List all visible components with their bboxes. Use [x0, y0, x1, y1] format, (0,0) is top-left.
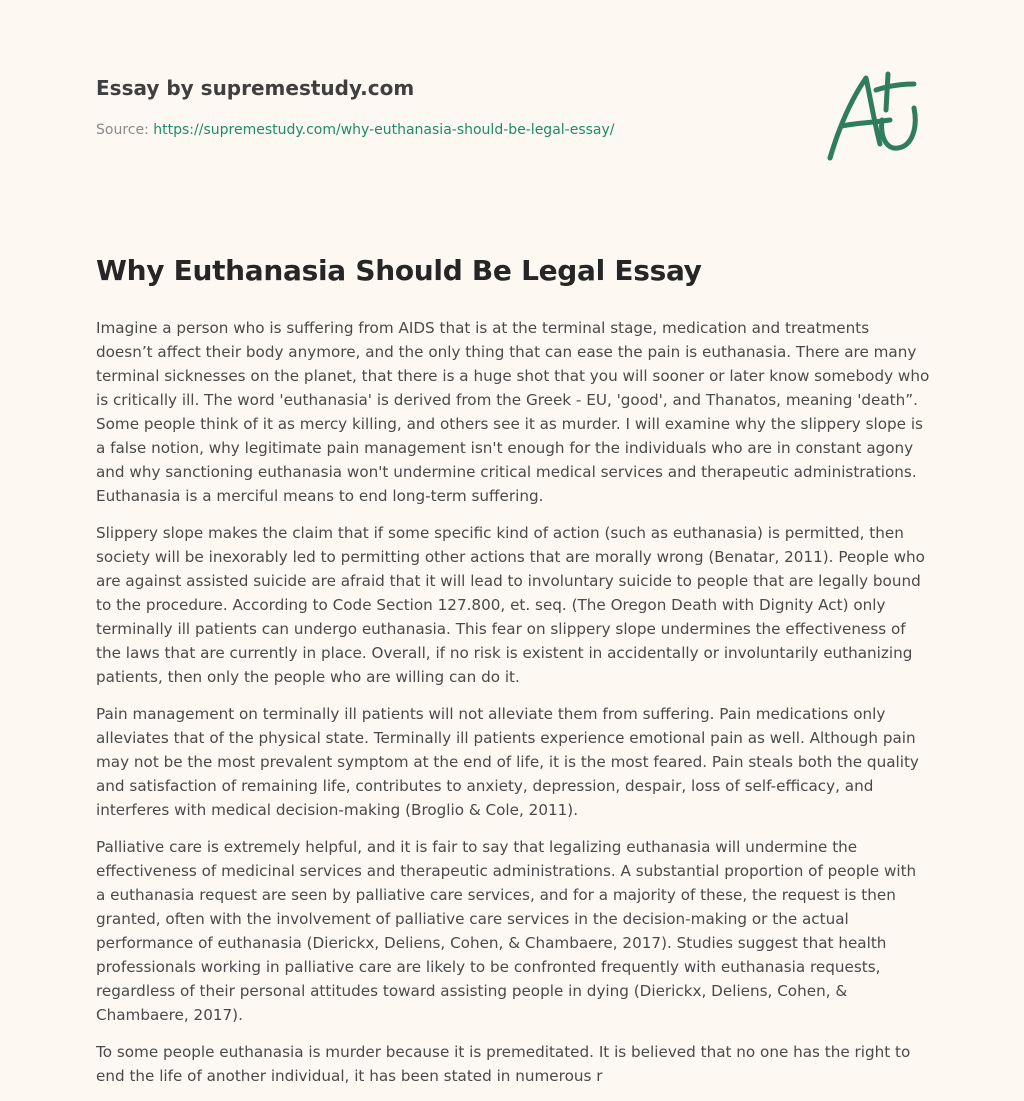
source-label: Source:	[96, 122, 149, 138]
essay-paragraph: Imagine a person who is suffering from AIDS that is at the terminal stage, medication and treatments doesn’t affect their body anymore, and the only thing that can ease the pain is euthanasia. There are many terminal sicknesses on the planet, that there is a huge shot that you will sooner or later know somebody who is critically ill. The word 'euthanasia' is derived from the Greek - EU, 'good', and Thanatos, meaning 'death”. Some people think of it as mercy killing, and others see it as murder. I will examine why the slippery slope is a false notion, why legitimate pain management isn't enough for the individuals who are in constant agony and why sanctioning euthanasia won't undermine critical medical services and therapeutic administrations. Euthanasia is a merciful means to end long-term suffering.	[96, 319, 930, 505]
essay-paragraph: To some people euthanasia is murder because it is premeditated. It is believed that no one has the right to end the life of another individual, it has been stated in numerous r	[96, 1043, 911, 1085]
a-plus-logo-icon	[820, 66, 930, 166]
essay-paragraph: Slippery slope makes the claim that if some specific kind of action (such as euthanasia) is permitted, then society will be inexorably led to permitting other actions that are morally wrong (Benatar, 2011). People who are against assisted suicide are afraid that it will lead to involuntary suicide to people that are legally bound to the procedure. According to Code Section 127.800, et. seq. (The Oregon Death with Dignity Act) only terminally ill patients can undergo euthanasia. This fear on slippery slope undermines the effectiveness of the laws that are currently in place. Overall, if no risk is existent in accidentally or involuntarily euthanizing patients, then only the people who are willing can do it.	[96, 524, 925, 686]
source-line	[96, 122, 816, 138]
essay-title: Why Euthanasia Should Be Legal Essay	[96, 254, 702, 287]
source-link[interactable]: https://supremestudy.com/why-euthanasia-should-be-legal-essay/	[153, 122, 615, 138]
essay-paragraph: Pain management on terminally ill patients will not alleviate them from suffering. Pain medications only alleviates that of the physical state. Terminally ill patients experience emotional pain as well. Although pain may not be the most prevalent symptom at the end of life, it is the most feared. Pain steals both the quality and satisfaction of remaining life, contributes to anxiety, depression, despair, loss of self-efficacy, and interferes with medical decision-making (Broglio & Cole, 2011).	[96, 705, 919, 819]
site-title: Essay by supremestudy.com	[96, 76, 415, 100]
essay-body	[96, 316, 930, 1101]
essay-paragraph: Palliative care is extremely helpful, and it is fair to say that legalizing euthanasia will undermine the effectiveness of medicinal services and therapeutic administrations. A substantial proportion of people with a euthanasia request are seen by palliative care services, and for a majority of these, the request is then granted, often with the involvement of palliative care services in the decision-making or the actual performance of euthanasia (Dierickx, Deliens, Cohen, & Chambaere, 2017). Studies suggest that health professionals working in palliative care are likely to be confronted frequently with euthanasia requests, regardless of their personal attitudes toward assisting people in dying (Dierickx, Deliens, Cohen, & Chambaere, 2017).	[96, 838, 917, 1024]
page-header	[96, 76, 816, 138]
